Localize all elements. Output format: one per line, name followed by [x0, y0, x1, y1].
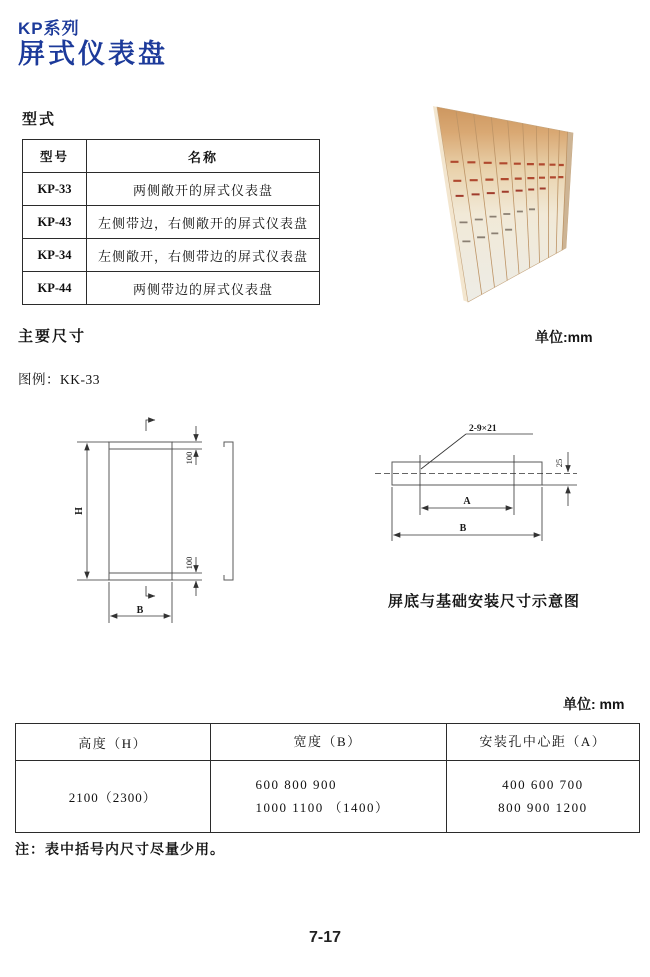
base-diagram-caption: 屏底与基础安装尺寸示意图 [388, 593, 581, 610]
table-header-row [16, 724, 640, 761]
section-arrow-icon [146, 586, 155, 596]
base-mounting-drawing [365, 405, 590, 615]
name-cell: 两侧敞开的屏式仪表盘 [87, 173, 320, 206]
type-table [22, 139, 320, 305]
series-label: KP系列 [18, 19, 80, 38]
panel-front-face [437, 107, 573, 302]
front-view-drawing [60, 405, 250, 640]
page-number: 7-17 [308, 929, 342, 946]
name-cell: 左侧敞开，右侧带边的屏式仪表盘 [87, 239, 320, 272]
col-header-name: 名称 [87, 140, 320, 173]
dim-label-100-top: 100 [184, 451, 194, 465]
name-cell: 左侧带边，右侧敞开的屏式仪表盘 [87, 206, 320, 239]
hole-values-line1: 400 600 700 [502, 776, 584, 792]
hole-values-cell [446, 761, 639, 833]
dimensions-heading: 主要尺寸 [18, 328, 87, 345]
unit-label-bottom: 单位: mm [563, 696, 625, 712]
size-table [15, 723, 640, 833]
product-photo-panels [420, 98, 590, 320]
dim-label-b: B [459, 523, 467, 534]
model-cell: KP-34 [23, 239, 87, 272]
name-cell: 两侧带边的屏式仪表盘 [87, 272, 320, 305]
leader-line [421, 434, 466, 469]
section-arrow-icon [146, 420, 155, 431]
col-header-width: 宽度（B） [210, 724, 446, 761]
page-title: 屏式仪表盘 [18, 39, 168, 69]
type-section-heading: 型式 [22, 111, 57, 128]
table-row [23, 272, 320, 305]
unit-label-top: 单位:mm [535, 329, 593, 345]
dim-label-b: B [136, 605, 144, 616]
model-cell: KP-43 [23, 206, 87, 239]
height-values-cell: 2100（2300） [16, 761, 211, 833]
table-header-row [23, 140, 320, 173]
dim-label-100-bottom: 100 [184, 556, 194, 570]
table-data-row [16, 761, 640, 833]
dim-label-a: A [463, 496, 471, 507]
table-row [23, 239, 320, 272]
footnote: 注：表中括号内尺寸尽量少用。 [15, 841, 225, 857]
model-cell: KP-33 [23, 173, 87, 206]
dim-label-25: 25 [554, 458, 564, 468]
width-values-line1: 600 800 900 [255, 776, 337, 792]
slot-spec-label: 2-9×21 [469, 424, 497, 434]
table-row [23, 206, 320, 239]
width-values-line2: 1000 1100 （1400） [255, 799, 390, 815]
hole-values-line2: 800 900 1200 [498, 799, 588, 815]
dim-label-h: H [74, 507, 85, 515]
col-header-hole-distance: 安装孔中心距（A） [446, 724, 639, 761]
width-values-cell [210, 761, 446, 833]
model-cell: KP-44 [23, 272, 87, 305]
col-header-model: 型号 [23, 140, 87, 173]
side-profile [224, 442, 233, 580]
legend-label: 图例：KK-33 [18, 372, 100, 387]
col-header-height: 高度（H） [16, 724, 211, 761]
panel-outline [109, 442, 172, 580]
table-row [23, 173, 320, 206]
